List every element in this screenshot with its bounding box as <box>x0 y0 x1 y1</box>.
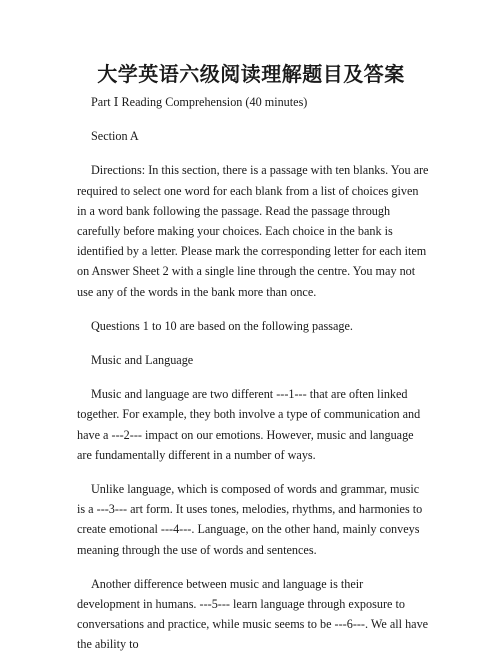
document-title: 大学英语六级阅读理解题目及答案 <box>97 62 405 86</box>
section-heading: Section A <box>91 129 139 144</box>
questions-intro: Questions 1 to 10 are based on the following passage. <box>91 318 353 333</box>
directions-paragraph: Directions: In this section, there is a passage with ten blanks. You are required to select one word for each blank from a list of choices given in a word bank following the passage. Read the passage through carefully before making your choices. Each choice in the bank is identified by a letter. Please mark the corresponding letter for each item on Answer Sheet 2 with a single line through the centre. You may not use any of the words in the bank more than once. <box>77 163 429 299</box>
part-heading: Part Ⅰ Reading Comprehension (40 minutes) <box>91 95 308 109</box>
document-body <box>77 92 429 669</box>
passage-title: Music and Language <box>91 353 194 368</box>
passage-paragraph: Unlike language, which is composed of words and grammar, music is a ---3--- art form. It uses tones, melodies, rhythms, and harmonies to create emotional ---4---. Language, on the other hand, mainly conveys meaning through the use of words and sentences. <box>77 482 423 557</box>
passage-paragraph: Another difference between music and language is their development in humans. ---5--- learn language through exposure to conversations and practice, while music seems to be ---6---. We all have the ability to <box>77 576 429 652</box>
passage-paragraph: Music and language are two different ---1--- that are often linked together. For example, they both involve a type of communication and have a ---2--- impact on our emotions. However, music and language are fundamentally different in a number of ways. <box>77 387 421 462</box>
